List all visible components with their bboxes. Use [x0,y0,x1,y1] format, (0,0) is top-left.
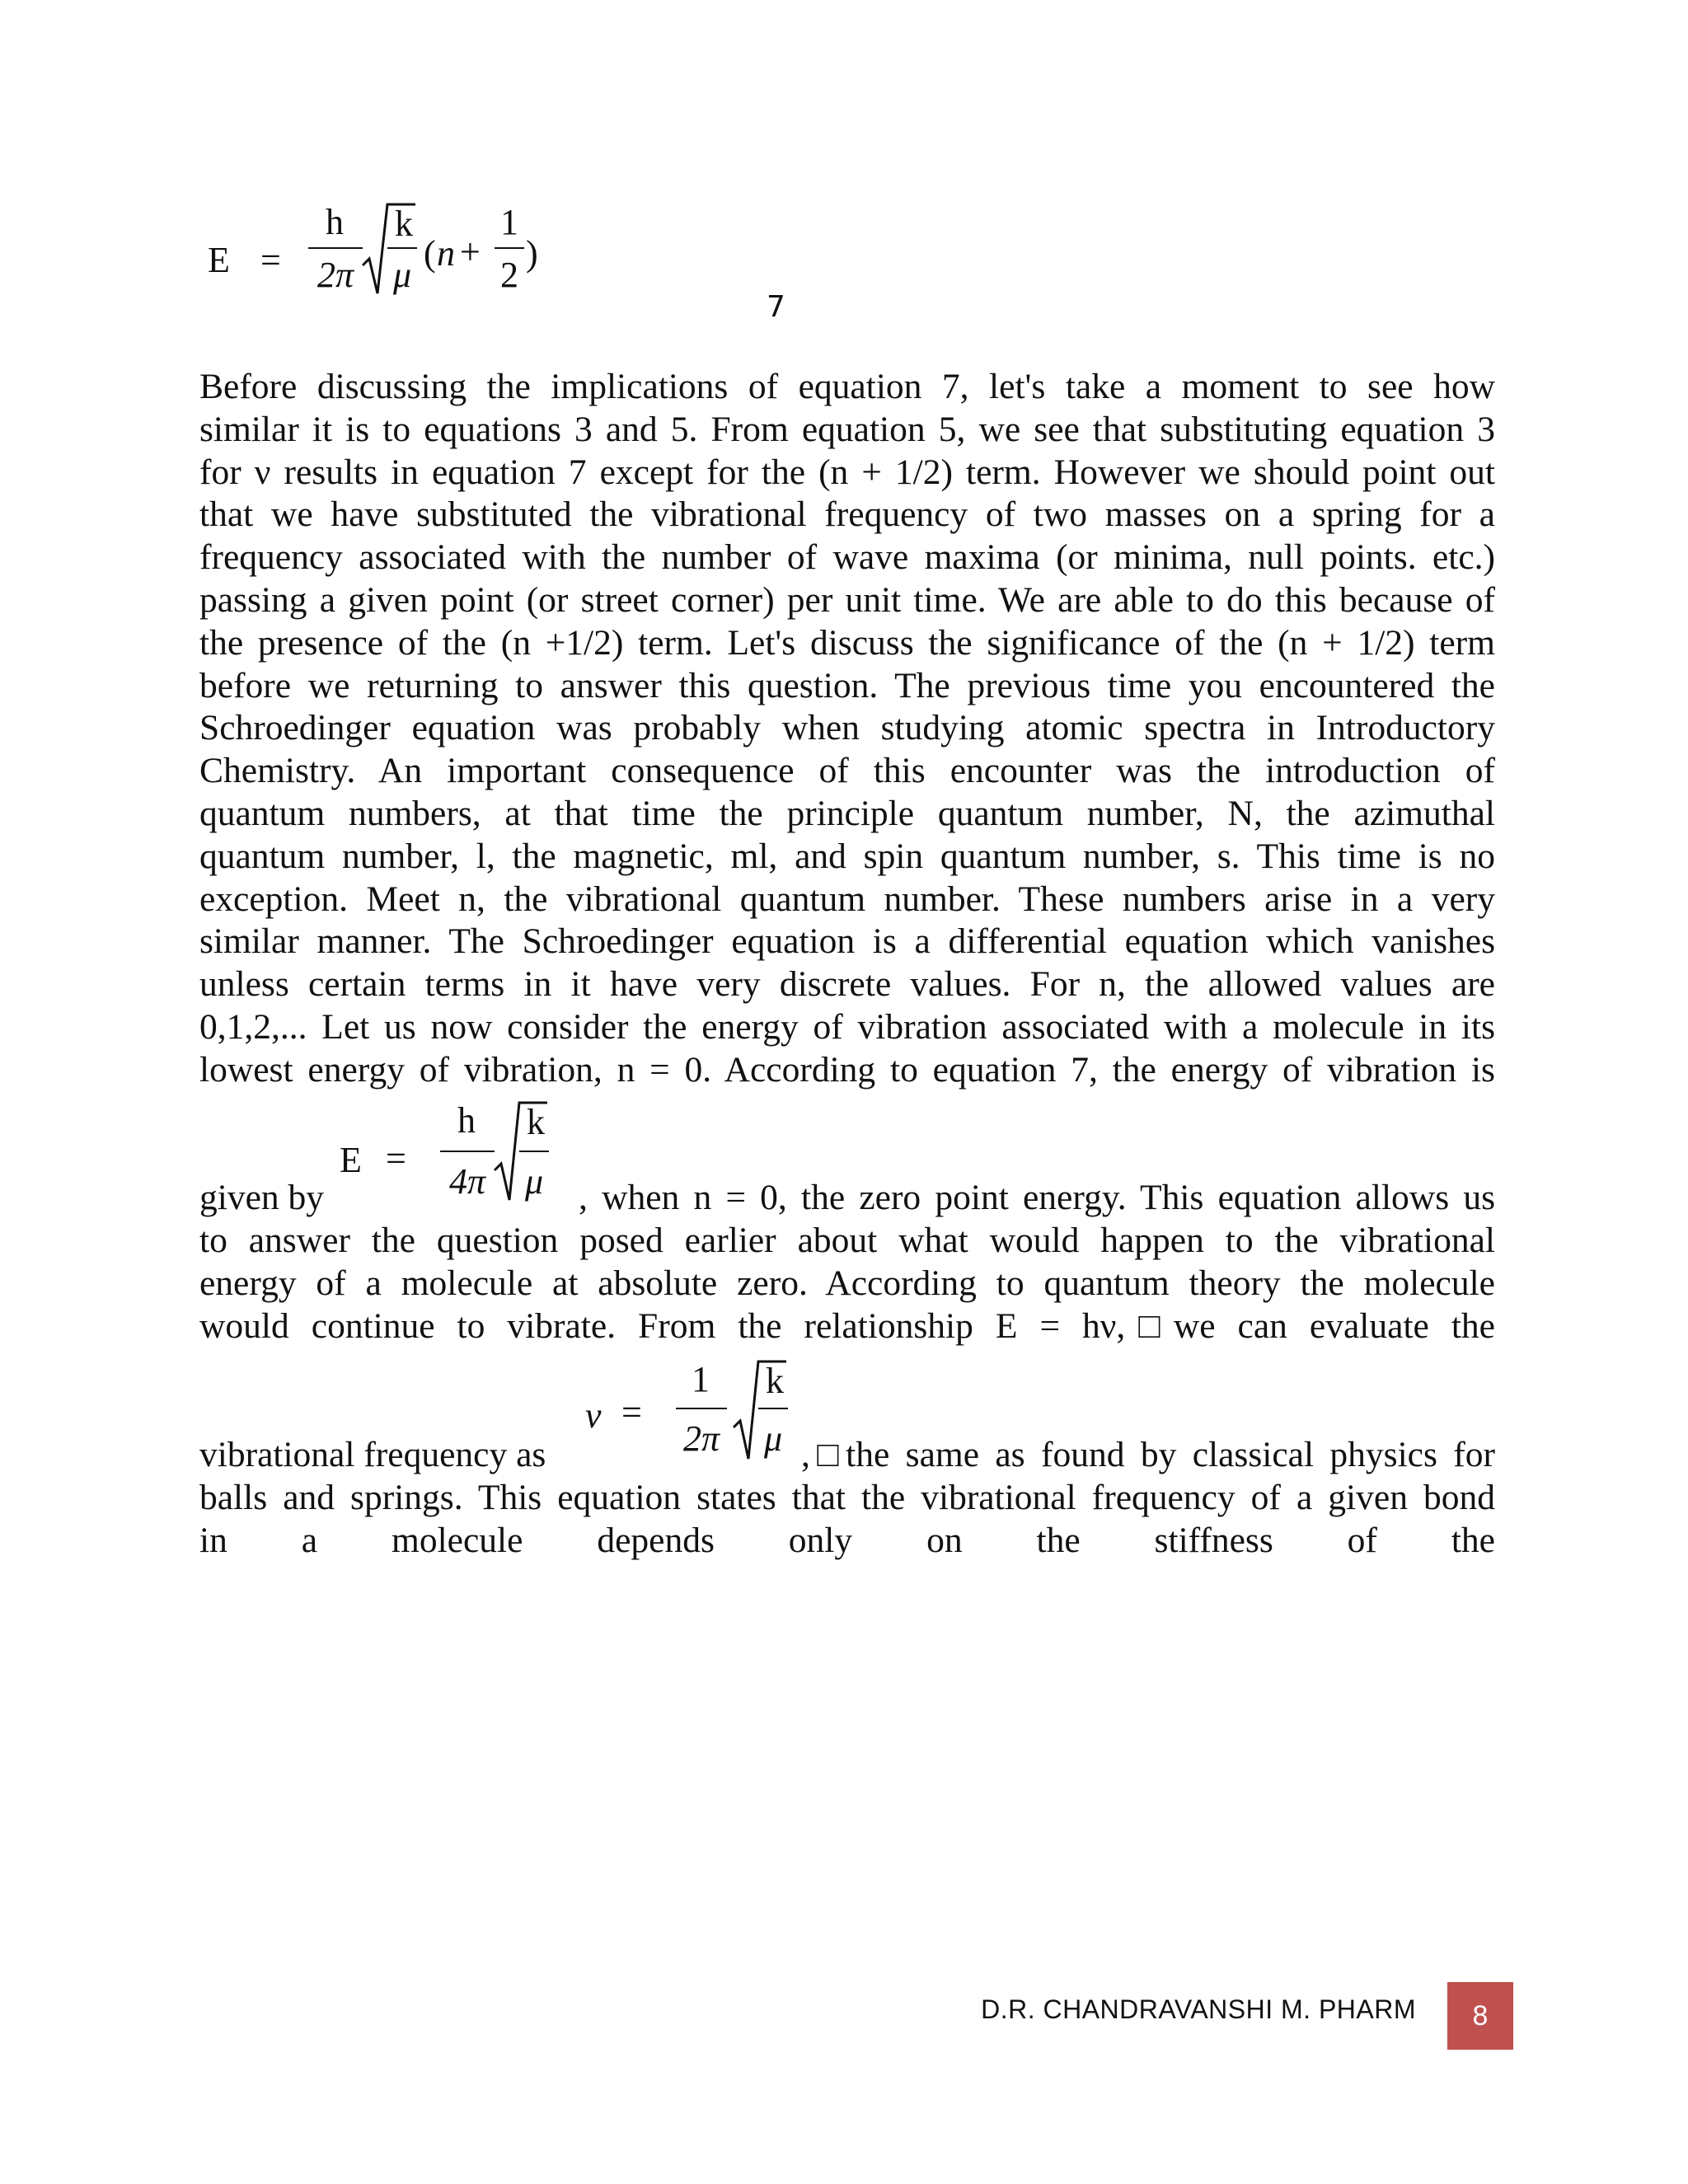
vibrational-frequency-text: vibrational frequency as [199,1435,546,1474]
eq7-sqrt-numerator: k [395,204,413,244]
eq7-n: n [437,233,455,274]
zpe-equals: = [386,1138,406,1179]
freq-fraction-bar [676,1408,727,1409]
footer-author: D.R. CHANDRAVANSHI M. PHARM [981,1994,1416,2024]
zero-point-text: , when n = 0, the zero point energy. This equation allows us [579,1178,1495,1217]
text-line: quantum numbers, at that time the principle quantum number, N, the azimuthal [199,793,1495,833]
text-line: Schroedinger equation was probably when studying atomic spectra in Introductory [199,708,1495,748]
text-line: before we returning to answer this question. The previous time you encountered the [199,665,1495,705]
text-line: 0,1,2,... Let us now consider the energy of vibration associated with a molecule in its [199,1006,1495,1047]
text-line: similar it is to equations 3 and 5. From equation 5, we see that substituting equation 3 [199,409,1495,449]
paragraph-ending [199,1477,1495,1563]
zpe-sqrt-bar [519,1151,549,1152]
page-number-badge [1447,1982,1513,2050]
zpe-fraction-bar [440,1151,495,1152]
text-line: quantum number, l, the magnetic, ml, and spin quantum number, s. This time is no [199,836,1495,876]
eq7-lhs: E [208,240,230,280]
text-line: unless certain terms in it have very discrete values. For n, the allowed values are [199,964,1495,1005]
zpe-lhs: E [340,1140,362,1180]
zpe-denominator: 4π [448,1161,486,1202]
eq7-sqrt-denominator: μ [392,255,412,295]
text-line: that we have substituted the vibrational frequency of two masses on a spring for a [199,494,1495,535]
zpe-numerator: h [457,1100,476,1141]
main-paragraph [199,366,1495,1092]
text-line: Chemistry. An important consequence of this encounter was the introduction of [199,751,1495,791]
text-line: balls and springs. This equation states that the vibrational frequency of a given bond [199,1478,1495,1517]
freq-sqrt-bar [758,1408,788,1409]
equation-number: 7 [767,290,785,324]
zpe-sqrt-numerator: k [527,1102,545,1142]
zpe-sqrt-denominator: μ [524,1161,544,1202]
text-line: exception. Meet n, the vibrational quantum number. These numbers arise in a very [199,879,1495,919]
classical-physics-text: ,□the same as found by classical physics for [801,1435,1495,1474]
eq7-denominator: 2π [316,255,354,295]
given-by-text: given by [199,1178,325,1217]
eq7-numerator: h [326,202,344,242]
freq-lhs: ν [585,1395,602,1436]
given-by-line [199,1177,1495,1220]
eq7-half-numerator: 1 [500,202,518,242]
text-line: lowest energy of vibration, n = 0. According to equation 7, the energy of vibration is [199,1049,1495,1090]
page-number: 8 [1472,1999,1489,2032]
eq7-fraction-bar [308,247,363,249]
eq7-half-denominator: 2 [500,255,518,295]
eq7-sqrt-bar [387,247,417,249]
eq7-half-bar [495,247,524,249]
freq-denominator: 2π [682,1418,720,1459]
text-line: to answer the question posed earlier about what would happen to the vibrational [199,1221,1495,1260]
eq7-paren-close: ) [526,233,538,274]
paragraph-continuation [199,1220,1495,1347]
freq-numerator: 1 [692,1359,710,1399]
text-line: the presence of the (n +1/2) term. Let's discuss the significance of the (n + 1/2) term [199,622,1495,663]
text-line: would continue to vibrate. From the relationship E = hν,□we can evaluate the [199,1305,1495,1346]
freq-equals: = [621,1392,642,1432]
freq-sqrt-denominator: μ [763,1418,783,1459]
eq7-paren-open: ( [424,233,436,274]
text-line: similar manner. The Schroedinger equation is a differential equation which vanishes [199,921,1495,962]
text-line: in a molecule depends only on the stiffness of the [199,1520,1495,1560]
text-line: for ν results in equation 7 except for the (n + 1/2) term. However we should point out [199,452,1495,492]
eq7-plus: + [460,232,481,272]
text-line: energy of a molecule at absolute zero. According to quantum theory the molecule [199,1263,1495,1303]
frequency-line [199,1434,1495,1477]
eq7-equals: = [260,240,281,280]
text-line: passing a given point (or street corner) per unit time. We are able to do this because of [199,579,1495,620]
text-line: Before discussing the implications of equation 7, let's take a moment to see how [199,367,1495,406]
equation-7 [208,201,785,324]
freq-sqrt-numerator: k [766,1361,784,1401]
text-line: frequency associated with the number of wave maxima (or minima, null points. etc.) [199,537,1495,578]
